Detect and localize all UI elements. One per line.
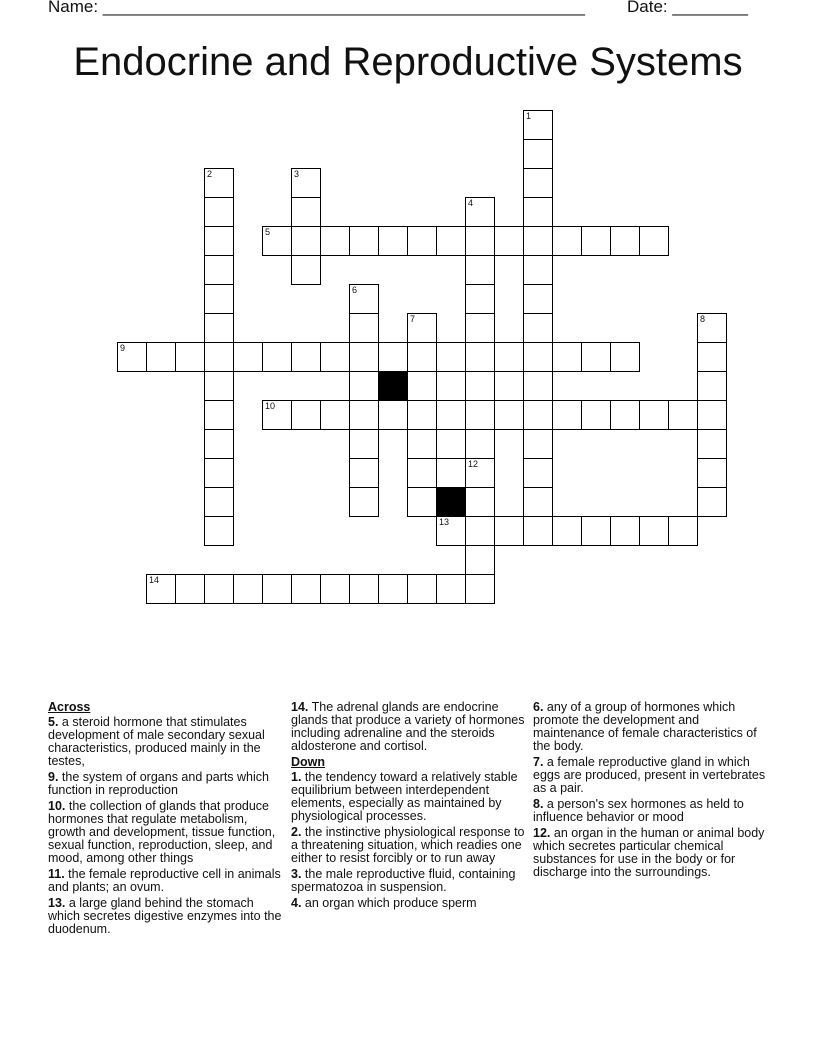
grid-cell[interactable] (320, 226, 350, 256)
grid-cell[interactable] (465, 313, 495, 343)
name-field-label: Name: ___________________________________________________ (48, 0, 585, 16)
grid-cell[interactable] (349, 284, 379, 314)
grid-cell[interactable] (204, 255, 234, 285)
clue-number: 1 (526, 111, 532, 121)
grid-cell[interactable] (320, 400, 350, 430)
grid-cell[interactable] (523, 197, 553, 227)
clue-number: 4 (468, 198, 474, 208)
clue-across-5: 5. a steroid hormone that stimulates development of male secondary sexual characteristics, produced mainly in the testes, (48, 715, 265, 768)
grid-cell[interactable] (523, 313, 553, 343)
grid-cell[interactable] (407, 342, 437, 372)
clue-column-1 (48, 701, 284, 939)
grid-cell[interactable] (523, 429, 553, 459)
clue-across-10: 10. the collection of glands that produce hormones that regulate metabolism, growth and development, tissue function, sexual function, reproduction, sleep, and mood, among other things (48, 799, 276, 865)
grid-cell[interactable] (204, 197, 234, 227)
grid-cell[interactable] (175, 574, 205, 604)
grid-cell[interactable] (204, 516, 234, 546)
grid-cell[interactable] (349, 313, 379, 343)
grid-cell[interactable] (523, 516, 553, 546)
grid-cell[interactable] (320, 574, 350, 604)
clue-across-9: 9. the system of organs and parts which function in reproduction (48, 770, 269, 797)
grid-cell[interactable] (494, 400, 524, 430)
grid-cell[interactable] (494, 516, 524, 546)
grid-cell[interactable] (349, 400, 379, 430)
clue-down-7: 7. a female reproductive gland in which eggs are produced, present in vertebrates as a pair. (533, 755, 766, 795)
grid-cell[interactable] (407, 574, 437, 604)
grid-cell[interactable] (697, 313, 727, 343)
grid-block (436, 487, 466, 517)
grid-cell[interactable] (175, 342, 205, 372)
grid-cell[interactable] (436, 400, 466, 430)
grid-cell[interactable] (407, 226, 437, 256)
grid-cell[interactable] (291, 168, 321, 198)
grid-cell[interactable] (291, 342, 321, 372)
grid-cell[interactable] (465, 574, 495, 604)
clue-down-3: 3. the male reproductive fluid, containing spermatozoa in suspension. (291, 867, 516, 894)
grid-cell[interactable] (291, 400, 321, 430)
clue-number: 14 (149, 575, 160, 585)
grid-cell[interactable] (581, 342, 611, 372)
grid-cell[interactable] (523, 255, 553, 285)
grid-cell[interactable] (291, 197, 321, 227)
grid-cell[interactable] (233, 342, 263, 372)
grid-cell[interactable] (465, 284, 495, 314)
grid-cell[interactable] (146, 574, 176, 604)
grid-cell[interactable] (697, 371, 727, 401)
grid-cell[interactable] (204, 574, 234, 604)
grid-cell[interactable] (436, 458, 466, 488)
grid-cell[interactable] (146, 342, 176, 372)
grid-cell[interactable] (204, 284, 234, 314)
grid-cell[interactable] (204, 168, 234, 198)
grid-cell[interactable] (291, 255, 321, 285)
grid-cell[interactable] (378, 400, 408, 430)
grid-cell[interactable] (204, 487, 234, 517)
grid-cell[interactable] (262, 342, 292, 372)
grid-cell[interactable] (349, 226, 379, 256)
grid-block (378, 371, 408, 401)
grid-cell[interactable] (378, 342, 408, 372)
grid-cell[interactable] (697, 458, 727, 488)
grid-cell[interactable] (465, 342, 495, 372)
clue-across-11: 11. the female reproductive cell in animals and plants; an ovum. (48, 867, 281, 894)
grid-cell[interactable] (204, 226, 234, 256)
grid-cell[interactable] (610, 400, 640, 430)
grid-cell[interactable] (639, 400, 669, 430)
grid-cell[interactable] (436, 516, 466, 546)
clue-number: 2 (207, 169, 213, 179)
grid-cell[interactable] (494, 226, 524, 256)
grid-cell[interactable] (552, 516, 582, 546)
grid-cell[interactable] (465, 487, 495, 517)
grid-cell[interactable] (407, 429, 437, 459)
grid-cell[interactable] (523, 342, 553, 372)
clue-down-1: 1. the tendency toward a relatively stable equilibrium between interdependent elements, especially as maintained by physiological processes. (291, 770, 518, 823)
grid-cell[interactable] (581, 516, 611, 546)
grid-cell[interactable] (349, 574, 379, 604)
grid-cell[interactable] (465, 226, 495, 256)
clue-number: 5 (265, 227, 271, 237)
grid-cell[interactable] (697, 400, 727, 430)
grid-cell[interactable] (407, 371, 437, 401)
clue-number: 13 (439, 517, 450, 527)
grid-cell[interactable] (407, 400, 437, 430)
grid-cell[interactable] (610, 342, 640, 372)
grid-cell[interactable] (436, 342, 466, 372)
grid-cell[interactable] (465, 429, 495, 459)
grid-cell[interactable] (610, 516, 640, 546)
grid-cell[interactable] (349, 371, 379, 401)
grid-cell[interactable] (465, 197, 495, 227)
grid-cell[interactable] (581, 400, 611, 430)
grid-cell[interactable] (378, 574, 408, 604)
grid-cell[interactable] (668, 400, 698, 430)
grid-cell[interactable] (117, 342, 147, 372)
grid-cell[interactable] (697, 487, 727, 517)
grid-cell[interactable] (262, 400, 292, 430)
grid-cell[interactable] (291, 226, 321, 256)
date-field-label: Date: ________ (627, 0, 748, 16)
grid-cell[interactable] (320, 342, 350, 372)
grid-cell[interactable] (523, 226, 553, 256)
clue-column-3 (533, 701, 769, 882)
grid-cell[interactable] (204, 313, 234, 343)
grid-cell[interactable] (349, 487, 379, 517)
grid-cell[interactable] (262, 574, 292, 604)
grid-cell[interactable] (436, 574, 466, 604)
clue-down-12: 12. an organ in the human or animal body which secretes particular chemical substances for use in the body or for discharge into the surroundings. (533, 826, 765, 879)
grid-cell[interactable] (523, 371, 553, 401)
grid-cell[interactable] (465, 400, 495, 430)
grid-cell[interactable] (697, 429, 727, 459)
clue-number: 8 (700, 314, 706, 324)
grid-cell[interactable] (204, 400, 234, 430)
grid-cell[interactable] (610, 226, 640, 256)
grid-cell[interactable] (523, 168, 553, 198)
grid-cell[interactable] (204, 342, 234, 372)
page-title: Endocrine and Reproductive Systems (73, 40, 743, 84)
grid-cell[interactable] (552, 400, 582, 430)
clue-down-6: 6. any of a group of hormones which promote the development and maintenance of female characteristics of the body. (533, 700, 757, 753)
grid-cell[interactable] (523, 458, 553, 488)
grid-cell[interactable] (349, 342, 379, 372)
grid-cell[interactable] (465, 458, 495, 488)
down-heading: Down (291, 755, 326, 769)
grid-cell[interactable] (465, 545, 495, 575)
clue-down-8: 8. a person's sex hormones as held to influence behavior or mood (533, 797, 744, 824)
grid-cell[interactable] (639, 516, 669, 546)
grid-cell[interactable] (465, 371, 495, 401)
grid-cell[interactable] (523, 110, 553, 140)
grid-cell[interactable] (523, 284, 553, 314)
grid-cell[interactable] (552, 342, 582, 372)
grid-cell[interactable] (291, 574, 321, 604)
clue-number: 9 (120, 343, 126, 353)
grid-cell[interactable] (233, 574, 263, 604)
clue-across-14: 14. The adrenal glands are endocrine glands that produce a variety of hormones including adrenaline and the steroids aldosterone and cortisol. (291, 700, 525, 753)
grid-cell[interactable] (436, 226, 466, 256)
clue-down-2: 2. the instinctive physiological response to a threatening situation, which readies one either to resist forcibly or to run away (291, 825, 525, 865)
clue-number: 3 (294, 169, 300, 179)
grid-cell[interactable] (668, 516, 698, 546)
grid-cell[interactable] (523, 400, 553, 430)
grid-cell[interactable] (523, 139, 553, 169)
grid-cell[interactable] (465, 516, 495, 546)
grid-cell[interactable] (552, 226, 582, 256)
clue-number: 6 (352, 285, 358, 295)
grid-cell[interactable] (407, 458, 437, 488)
grid-cell[interactable] (349, 458, 379, 488)
grid-cell[interactable] (697, 342, 727, 372)
grid-cell[interactable] (465, 255, 495, 285)
grid-cell[interactable] (378, 226, 408, 256)
grid-cell[interactable] (494, 342, 524, 372)
clue-number: 12 (468, 459, 479, 469)
grid-cell[interactable] (407, 313, 437, 343)
grid-cell[interactable] (204, 429, 234, 459)
clue-column-2 (291, 701, 527, 913)
grid-cell[interactable] (523, 487, 553, 517)
clue-down-4: 4. an organ which produce sperm (291, 896, 477, 910)
grid-cell[interactable] (204, 371, 234, 401)
across-heading: Across (48, 700, 91, 714)
grid-cell[interactable] (262, 226, 292, 256)
grid-cell[interactable] (349, 429, 379, 459)
grid-cell[interactable] (581, 226, 611, 256)
grid-cell[interactable] (407, 487, 437, 517)
clue-number: 7 (410, 314, 416, 324)
clue-number: 10 (265, 401, 276, 411)
grid-cell[interactable] (639, 226, 669, 256)
grid-cell[interactable] (204, 458, 234, 488)
clue-across-13: 13. a large gland behind the stomach which secretes digestive enzymes into the duodenum. (48, 896, 282, 936)
